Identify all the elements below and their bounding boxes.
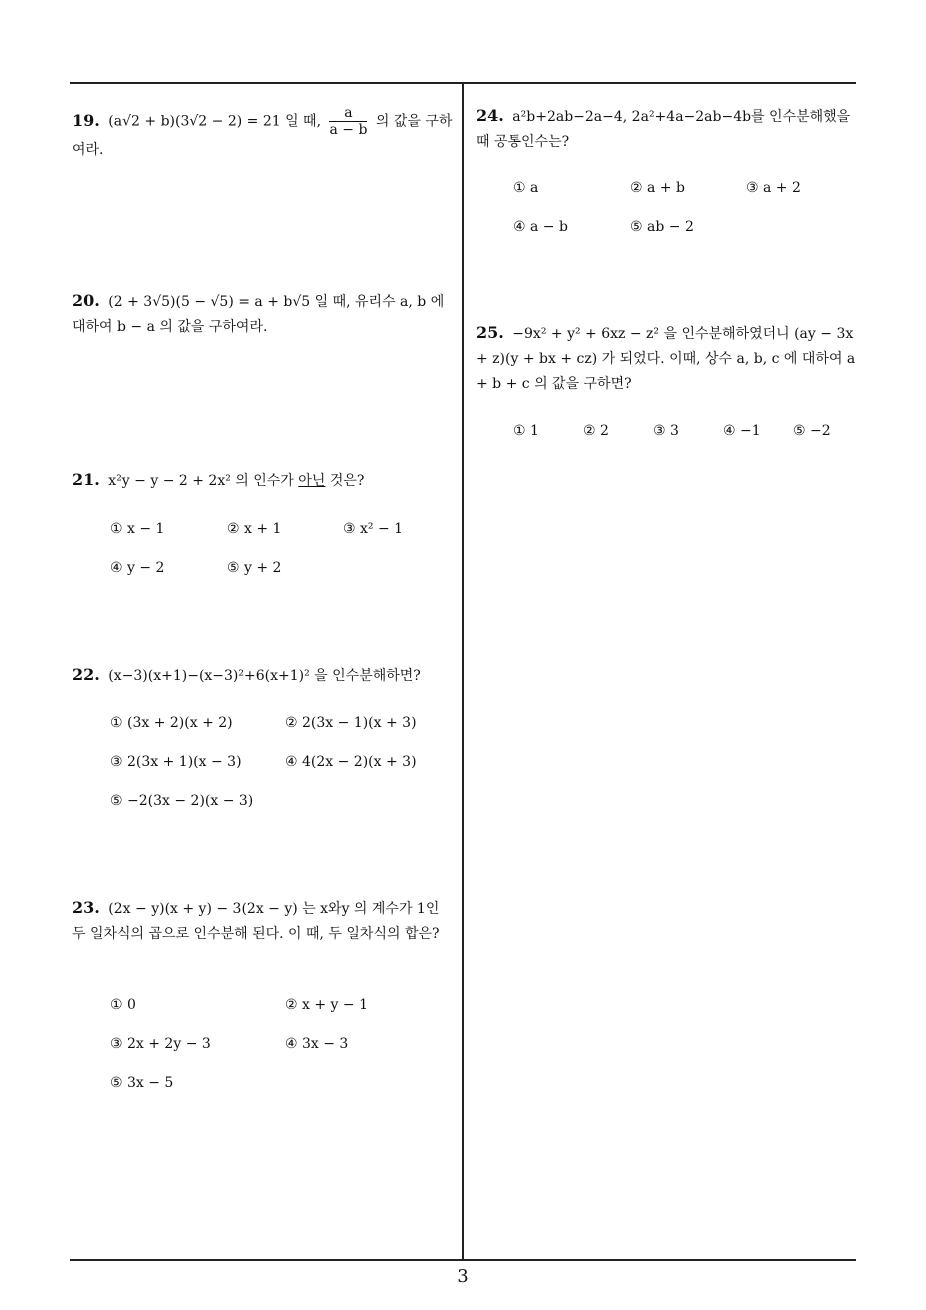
question-20 bbox=[72, 288, 457, 340]
underlined-word: 아닌 bbox=[298, 473, 326, 489]
option-2[interactable]: ② 2 bbox=[583, 423, 609, 439]
question-number: 25. bbox=[476, 323, 504, 342]
option-3[interactable]: ③ 2(3x + 1)(x − 3) bbox=[110, 754, 242, 770]
question-number: 24. bbox=[476, 106, 504, 125]
question-number: 19. bbox=[72, 110, 100, 130]
question-24 bbox=[476, 103, 861, 155]
page-number: 3 bbox=[457, 1266, 469, 1287]
question-number: 23. bbox=[72, 898, 100, 917]
option-3[interactable]: ③ x² − 1 bbox=[343, 521, 404, 537]
fraction-denominator: a − b bbox=[329, 122, 368, 138]
option-5[interactable]: ⑤ −2 bbox=[793, 423, 831, 439]
fraction bbox=[329, 105, 367, 138]
question-22 bbox=[72, 662, 457, 689]
question-stem-end: 의 값을 구하여라. bbox=[72, 113, 453, 158]
option-5[interactable]: ⑤ 3x − 5 bbox=[110, 1075, 174, 1091]
option-1[interactable]: ① 0 bbox=[110, 997, 136, 1013]
question-stem: (2x − y)(x + y) − 3(2x − y) 는 x와y 의 계수가 1인 두 일차식의 곱으로 인수분해 된다. 이 때, 두 일차식의 합은? bbox=[72, 901, 440, 942]
option-2[interactable]: ② a + b bbox=[630, 180, 685, 196]
question-number: 21. bbox=[72, 470, 100, 489]
question-stem: (x−3)(x+1)−(x−3)²+6(x+1)² 을 인수분해하면? bbox=[108, 668, 421, 684]
option-2[interactable]: ② 2(3x − 1)(x + 3) bbox=[285, 715, 417, 731]
question-stem-end: 것은? bbox=[329, 473, 365, 489]
option-3[interactable]: ③ 2x + 2y − 3 bbox=[110, 1036, 211, 1052]
option-4[interactable]: ④ y − 2 bbox=[110, 560, 165, 576]
option-4[interactable]: ④ 3x − 3 bbox=[285, 1036, 349, 1052]
question-stem: a²b+2ab−2a−4, 2a²+4a−2ab−4b를 인수분해했을 때 공통인수는? bbox=[476, 109, 851, 150]
option-1[interactable]: ① 1 bbox=[513, 423, 539, 439]
question-number: 20. bbox=[72, 291, 100, 310]
bottom-rule bbox=[70, 1259, 856, 1261]
option-2[interactable]: ② x + y − 1 bbox=[285, 997, 368, 1013]
option-1[interactable]: ① (3x + 2)(x + 2) bbox=[110, 715, 233, 731]
question-number: 22. bbox=[72, 665, 100, 684]
option-4[interactable]: ④ 4(2x − 2)(x + 3) bbox=[285, 754, 417, 770]
question-stem: (2 + 3√5)(5 − √5) = a + b√5 일 때, 유리수 a, b 에 대하여 b − a 의 값을 구하여라. bbox=[72, 294, 445, 335]
option-1[interactable]: ① a bbox=[513, 180, 539, 196]
question-19 bbox=[72, 105, 457, 163]
column-divider bbox=[462, 82, 464, 1260]
question-stem: −9x² + y² + 6xz − z² 을 인수분해하였더니 (ay − 3x + z)(y + bx + cz) 가 되었다. 이때, 상수 a, b, c 에 대하여 a + b + c 의 값을 구하면? bbox=[476, 326, 856, 392]
option-5[interactable]: ⑤ y + 2 bbox=[227, 560, 282, 576]
option-2[interactable]: ② x + 1 bbox=[227, 521, 282, 537]
option-4[interactable]: ④ a − b bbox=[513, 219, 568, 235]
question-23 bbox=[72, 895, 457, 947]
question-25 bbox=[476, 320, 861, 397]
option-3[interactable]: ③ a + 2 bbox=[746, 180, 801, 196]
option-1[interactable]: ① x − 1 bbox=[110, 521, 165, 537]
question-21 bbox=[72, 467, 457, 494]
option-5[interactable]: ⑤ −2(3x − 2)(x − 3) bbox=[110, 793, 254, 809]
question-stem: (a√2 + b)(3√2 − 2) = 21 일 때, bbox=[108, 113, 322, 130]
option-4[interactable]: ④ −1 bbox=[723, 423, 761, 439]
question-stem: x²y − y − 2 + 2x² 의 인수가 bbox=[108, 473, 294, 489]
fraction-numerator: a bbox=[329, 105, 367, 122]
option-5[interactable]: ⑤ ab − 2 bbox=[630, 219, 694, 235]
option-3[interactable]: ③ 3 bbox=[653, 423, 679, 439]
